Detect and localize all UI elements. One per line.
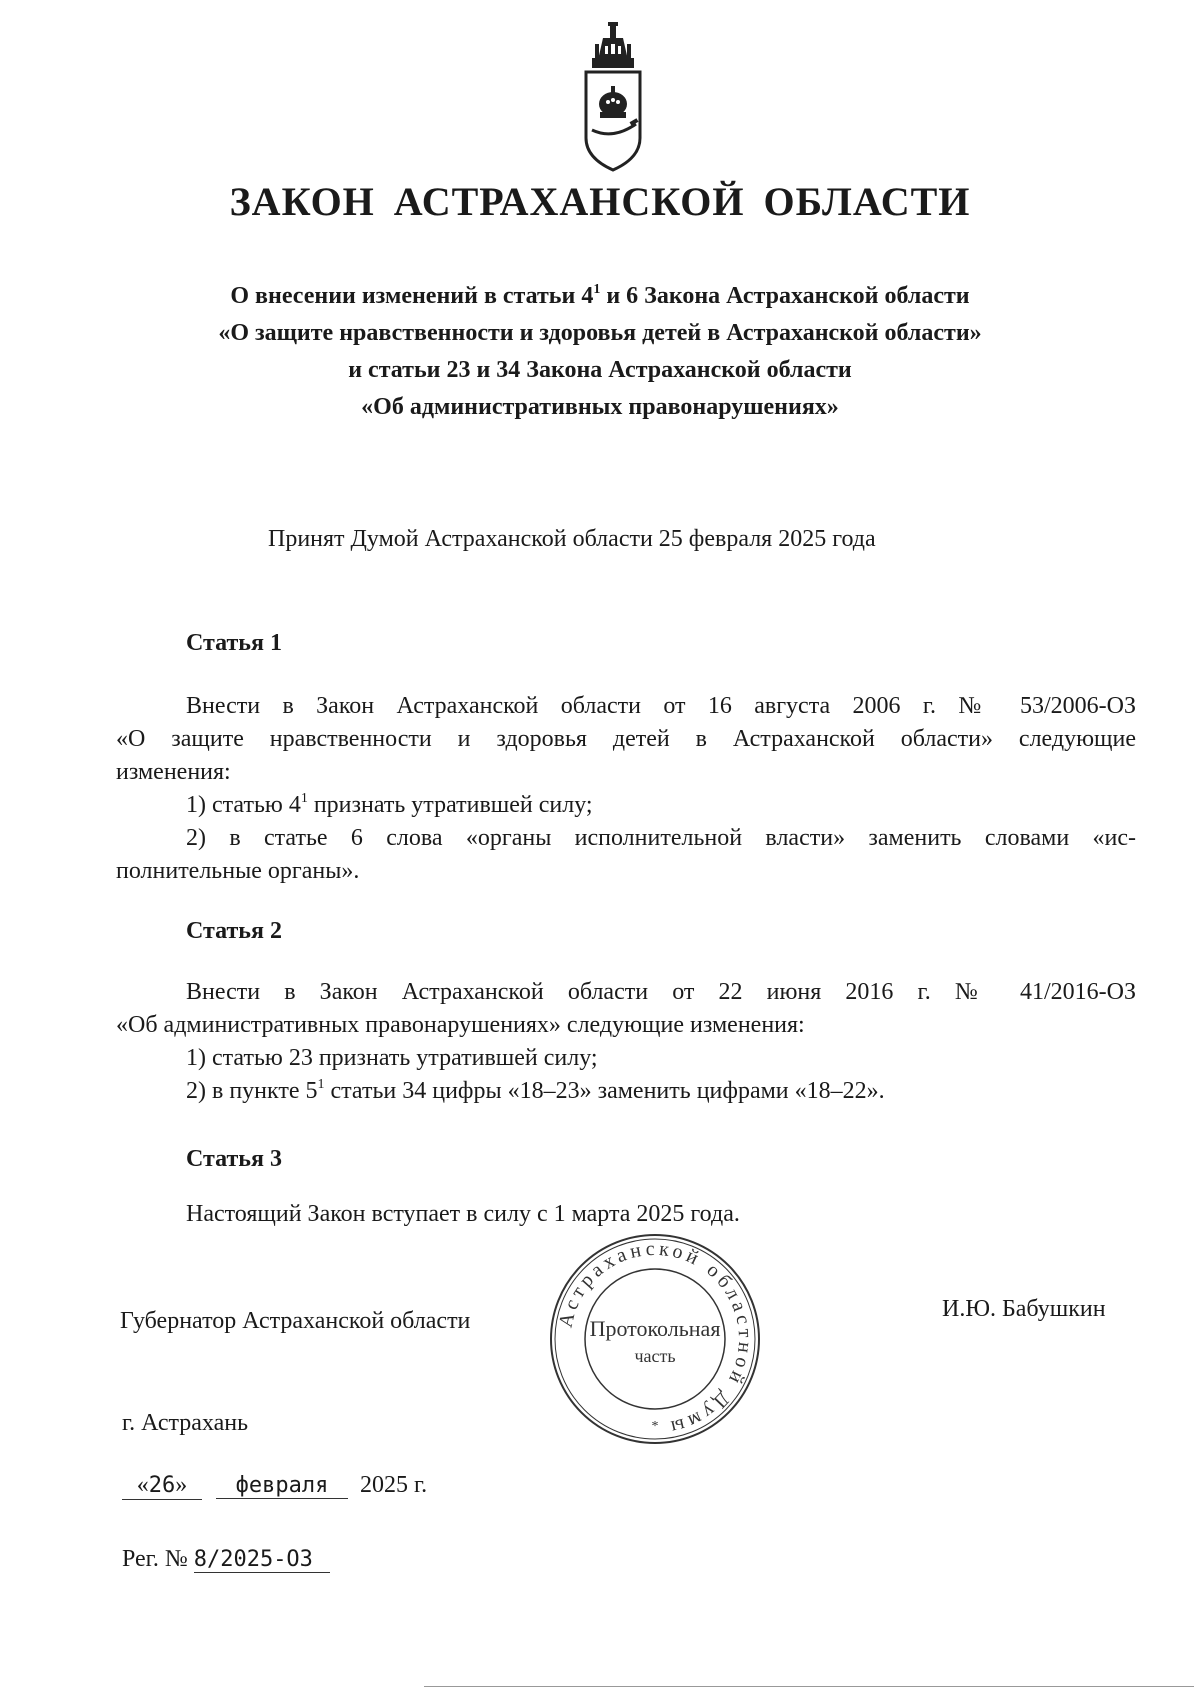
law-subtitle xyxy=(0,278,1200,426)
article-1-item-2: 2) в статье 6 слова «органы исполнительной власти» заменить словами «ис- xyxy=(186,825,1136,851)
subtitle-line-2: «О защите нравственности и здоровья детей в Астраханской области» xyxy=(218,320,982,346)
stamp-ring-text: Астраханской областной Думы xyxy=(554,1237,757,1440)
governor-title: Губернатор Астраханской области xyxy=(120,1308,471,1334)
reg-number-value: 8/2025-ОЗ xyxy=(194,1547,330,1573)
article-2-heading: Статья 2 xyxy=(186,918,282,944)
stamp-center-line-2: часть xyxy=(634,1346,676,1366)
coat-of-arms-icon xyxy=(578,20,648,172)
article-3-body: Настоящий Закон вступает в силу с 1 марта 2025 года. xyxy=(186,1201,740,1227)
subtitle-line-3: и статьи 23 и 34 Закона Астраханской области xyxy=(348,357,852,383)
date-day: 26 xyxy=(148,1473,176,1498)
date-month: февраля xyxy=(216,1473,348,1499)
governor-name: И.Ю. Бабушкин xyxy=(942,1296,1106,1322)
footer-divider xyxy=(424,1686,1194,1687)
subtitle-line-4: «Об административных правонарушениях» xyxy=(361,394,839,420)
article-1-item-1: 1) статью $4^1$ признать утратившей силу; xyxy=(186,791,593,818)
signing-date: «26» февраля 2025 г. xyxy=(122,1472,427,1500)
subtitle-line-1: О внесении изменений в статьи $4^1$ и 6 Закона Астраханской области xyxy=(230,282,970,309)
date-year: 2025 г. xyxy=(360,1472,428,1498)
city: г. Астрахань xyxy=(122,1410,249,1436)
adoption-note: Принят Думой Астраханской области 25 февраля 2025 года xyxy=(268,526,876,552)
article-2-item-1: 1) статью 23 признать утратившей силу; xyxy=(186,1045,598,1071)
official-stamp xyxy=(546,1230,764,1448)
article-2-body: Внести в Закон Астраханской области от 22 июня 2016 г. № 41/2016-ОЗ «Об административных правонарушениях» следующие изменения: 1) статью 23 признать утратившей силу; 2) в пункте $5^1$ статьи 34 цифры «18–23» заменить цифрами «18–22». xyxy=(116,976,1136,1108)
article-3-heading: Статья 3 xyxy=(186,1146,282,1172)
article-1-body: Внести в Закон Астраханской области от 16 августа 2006 г. № 53/2006-ОЗ «О защите нравственности и здоровья детей в Астраханской области» следующие изменения: 1) статью $4^1$ признать утратившей силу; 2) в статье 6 слова «органы исполнительной власти» заменить словами «ис- полнительные органы». xyxy=(116,693,1136,884)
stamp-star: * xyxy=(651,1419,659,1434)
law-title: ЗАКОН АСТРАХАНСКОЙ ОБЛАСТИ xyxy=(229,179,971,224)
article-1-heading: Статья 1 xyxy=(186,630,282,656)
registration-number: Рег. № 8/2025-ОЗ xyxy=(122,1546,330,1573)
article-2-item-2: 2) в пункте $5^1$ статьи 34 цифры «18–23» заменить цифрами «18–22». xyxy=(186,1077,885,1104)
stamp-center-line-1: Протокольная xyxy=(589,1316,721,1341)
